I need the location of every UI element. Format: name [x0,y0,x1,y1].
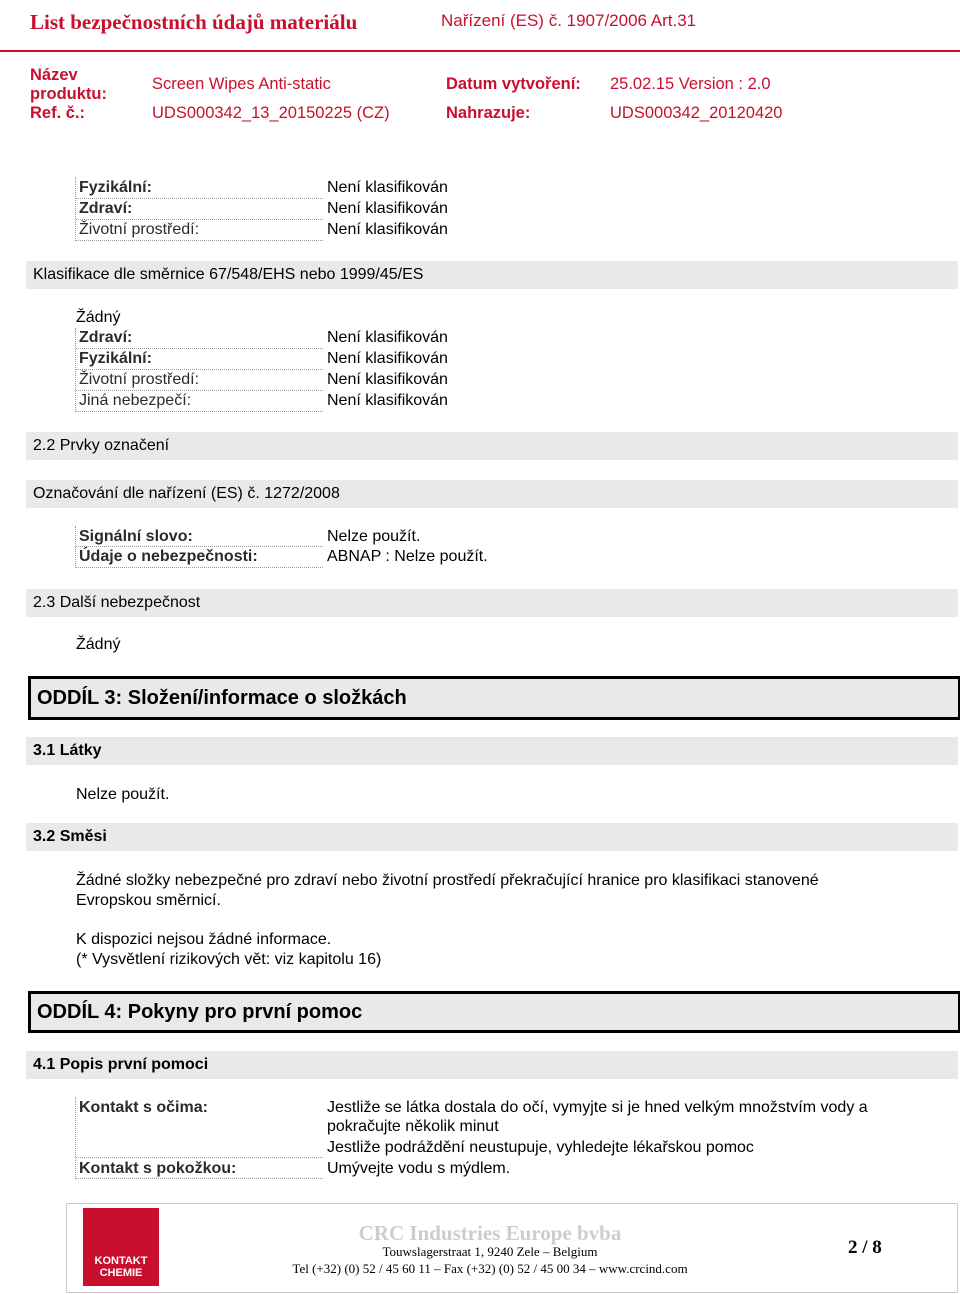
footer-address: Touwslagerstraat 1, 9240 Zele – Belgium [382,1244,598,1259]
classification-heading-bar [26,261,958,289]
table-row-label: Fyzikální: [79,350,152,367]
row-divider [76,1157,323,1158]
table-row-value: Není klasifikován [327,371,448,388]
s22-subheading-bar [26,480,958,508]
s23-text: Žádný [76,636,121,653]
s31-text: Nelze použít. [76,786,170,803]
row-divider [76,369,323,370]
row-divider [76,546,323,547]
s22-heading: 2.2 Prvky označení [33,437,170,454]
signal-word-label: Signální slovo: [79,528,193,545]
s41-heading-bar [26,1051,958,1079]
row-divider [76,348,323,349]
ref-label: Ref. č.: [30,104,86,122]
s23-heading: 2.3 Další nebezpečnost [33,594,201,611]
footer-contact: Tel (+32) (0) 52 / 45 60 11 – Fax (+32) (0) 52 / 45 00 34 – www.crcind.com [292,1261,688,1276]
kontakt-chemie-logo [83,1208,159,1286]
date-value: 25.02.15 Version : 2.0 [610,75,771,93]
table-left-border [75,1097,76,1179]
section3-title: ODDÍL 3: Složení/informace o složkách [37,687,407,709]
eye-contact-text-line3: Jestliže podráždění neustupuje, vyhledejte lékařskou pomoc [327,1139,754,1156]
classification-none: Žádný [76,309,121,326]
table-row-label: Zdraví: [79,200,133,217]
s22-subheading: Označování dle nařízení (ES) č. 1272/2008 [33,485,340,502]
product-label-line2: produktu: [30,85,107,103]
header-rule [0,50,960,52]
table-row-value: Není klasifikován [327,392,448,409]
s23-heading-bar [26,589,958,617]
date-label: Datum vytvoření: [446,75,581,93]
product-name: Screen Wipes Anti-static [152,75,331,93]
skin-contact-label: Kontakt s pokožkou: [79,1160,237,1177]
eye-contact-text-line2: pokračujte několik minut [327,1118,499,1135]
s31-heading-bar [26,737,958,765]
classification-heading: Klasifikace dle směrnice 67/548/EHS nebo 1999/45/ES [33,266,424,283]
regulation-reference: Nařízení (ES) č. 1907/2006 Art.31 [441,11,697,30]
ref-value: UDS000342_13_20150225 (CZ) [152,104,390,122]
s32-text-line4: (* Vysvětlení rizikových vět: viz kapitolu 16) [76,951,382,968]
table-row-value: Není klasifikován [327,200,448,217]
skin-contact-text: Umývejte vodu s mýdlem. [327,1160,511,1177]
table-row-value: Není klasifikován [327,221,448,238]
table-row-value: Není klasifikován [327,179,448,196]
eye-contact-label: Kontakt s očima: [79,1099,208,1116]
hazard-statement-label: Údaje o nebezpečnosti: [79,548,258,565]
s22-heading-bar [26,432,958,460]
s31-heading: 3.1 Látky [33,742,102,759]
table-row-label: Jiná nebezpečí: [79,392,192,409]
s41-heading: 4.1 Popis první pomoci [33,1056,209,1073]
table-row-label: Zdraví: [79,329,133,346]
table-row-label: Životní prostředí: [79,371,200,388]
page-number: 2 / 8 [848,1237,882,1258]
document-title: List bezpečnostních údajů materiálu [30,10,358,34]
signal-word-value: Nelze použít. [327,528,421,545]
row-divider [76,567,323,568]
row-divider [76,198,323,199]
table-row-value: Není klasifikován [327,329,448,346]
footer-company: CRC Industries Europe bvba [358,1221,622,1245]
table-left-border [75,177,76,241]
section3-title-box [28,676,960,720]
eye-contact-text-line1: Jestliže se látka dostala do očí, vymyjte si je hned velkým množstvím vody a [327,1099,868,1116]
table-row-label: Životní prostředí: [79,221,200,238]
s32-heading: 3.2 Směsi [33,828,107,845]
row-divider [76,390,323,391]
section4-title-box [28,991,960,1033]
s32-text-line3: K dispozici nejsou žádné informace. [76,931,332,948]
table-left-border [75,526,76,568]
supersedes-label: Nahrazuje: [446,104,531,122]
s32-heading-bar [26,823,958,851]
logo-text-line2: CHEMIE [99,1267,143,1279]
row-divider [76,411,323,412]
table-row-label: Fyzikální: [79,179,152,196]
product-label-line1: Název [30,66,78,84]
section4-title: ODDÍL 4: Pokyny pro první pomoc [37,1001,363,1023]
logo-text-line1: KONTAKT [94,1255,148,1267]
s32-text-line1: Žádné složky nebezpečné pro zdraví nebo životní prostředí překračující hranice pro klasifikaci stanovené [76,872,819,889]
row-divider [76,240,323,241]
row-divider [76,1178,323,1179]
s32-text-line2: Evropskou směrnicí. [76,892,221,909]
hazard-statement-value: ABNAP : Nelze použít. [327,548,488,565]
supersedes-value: UDS000342_20120420 [610,104,783,122]
table-row-value: Není klasifikován [327,350,448,367]
table-left-border [75,328,76,412]
row-divider [76,219,323,220]
